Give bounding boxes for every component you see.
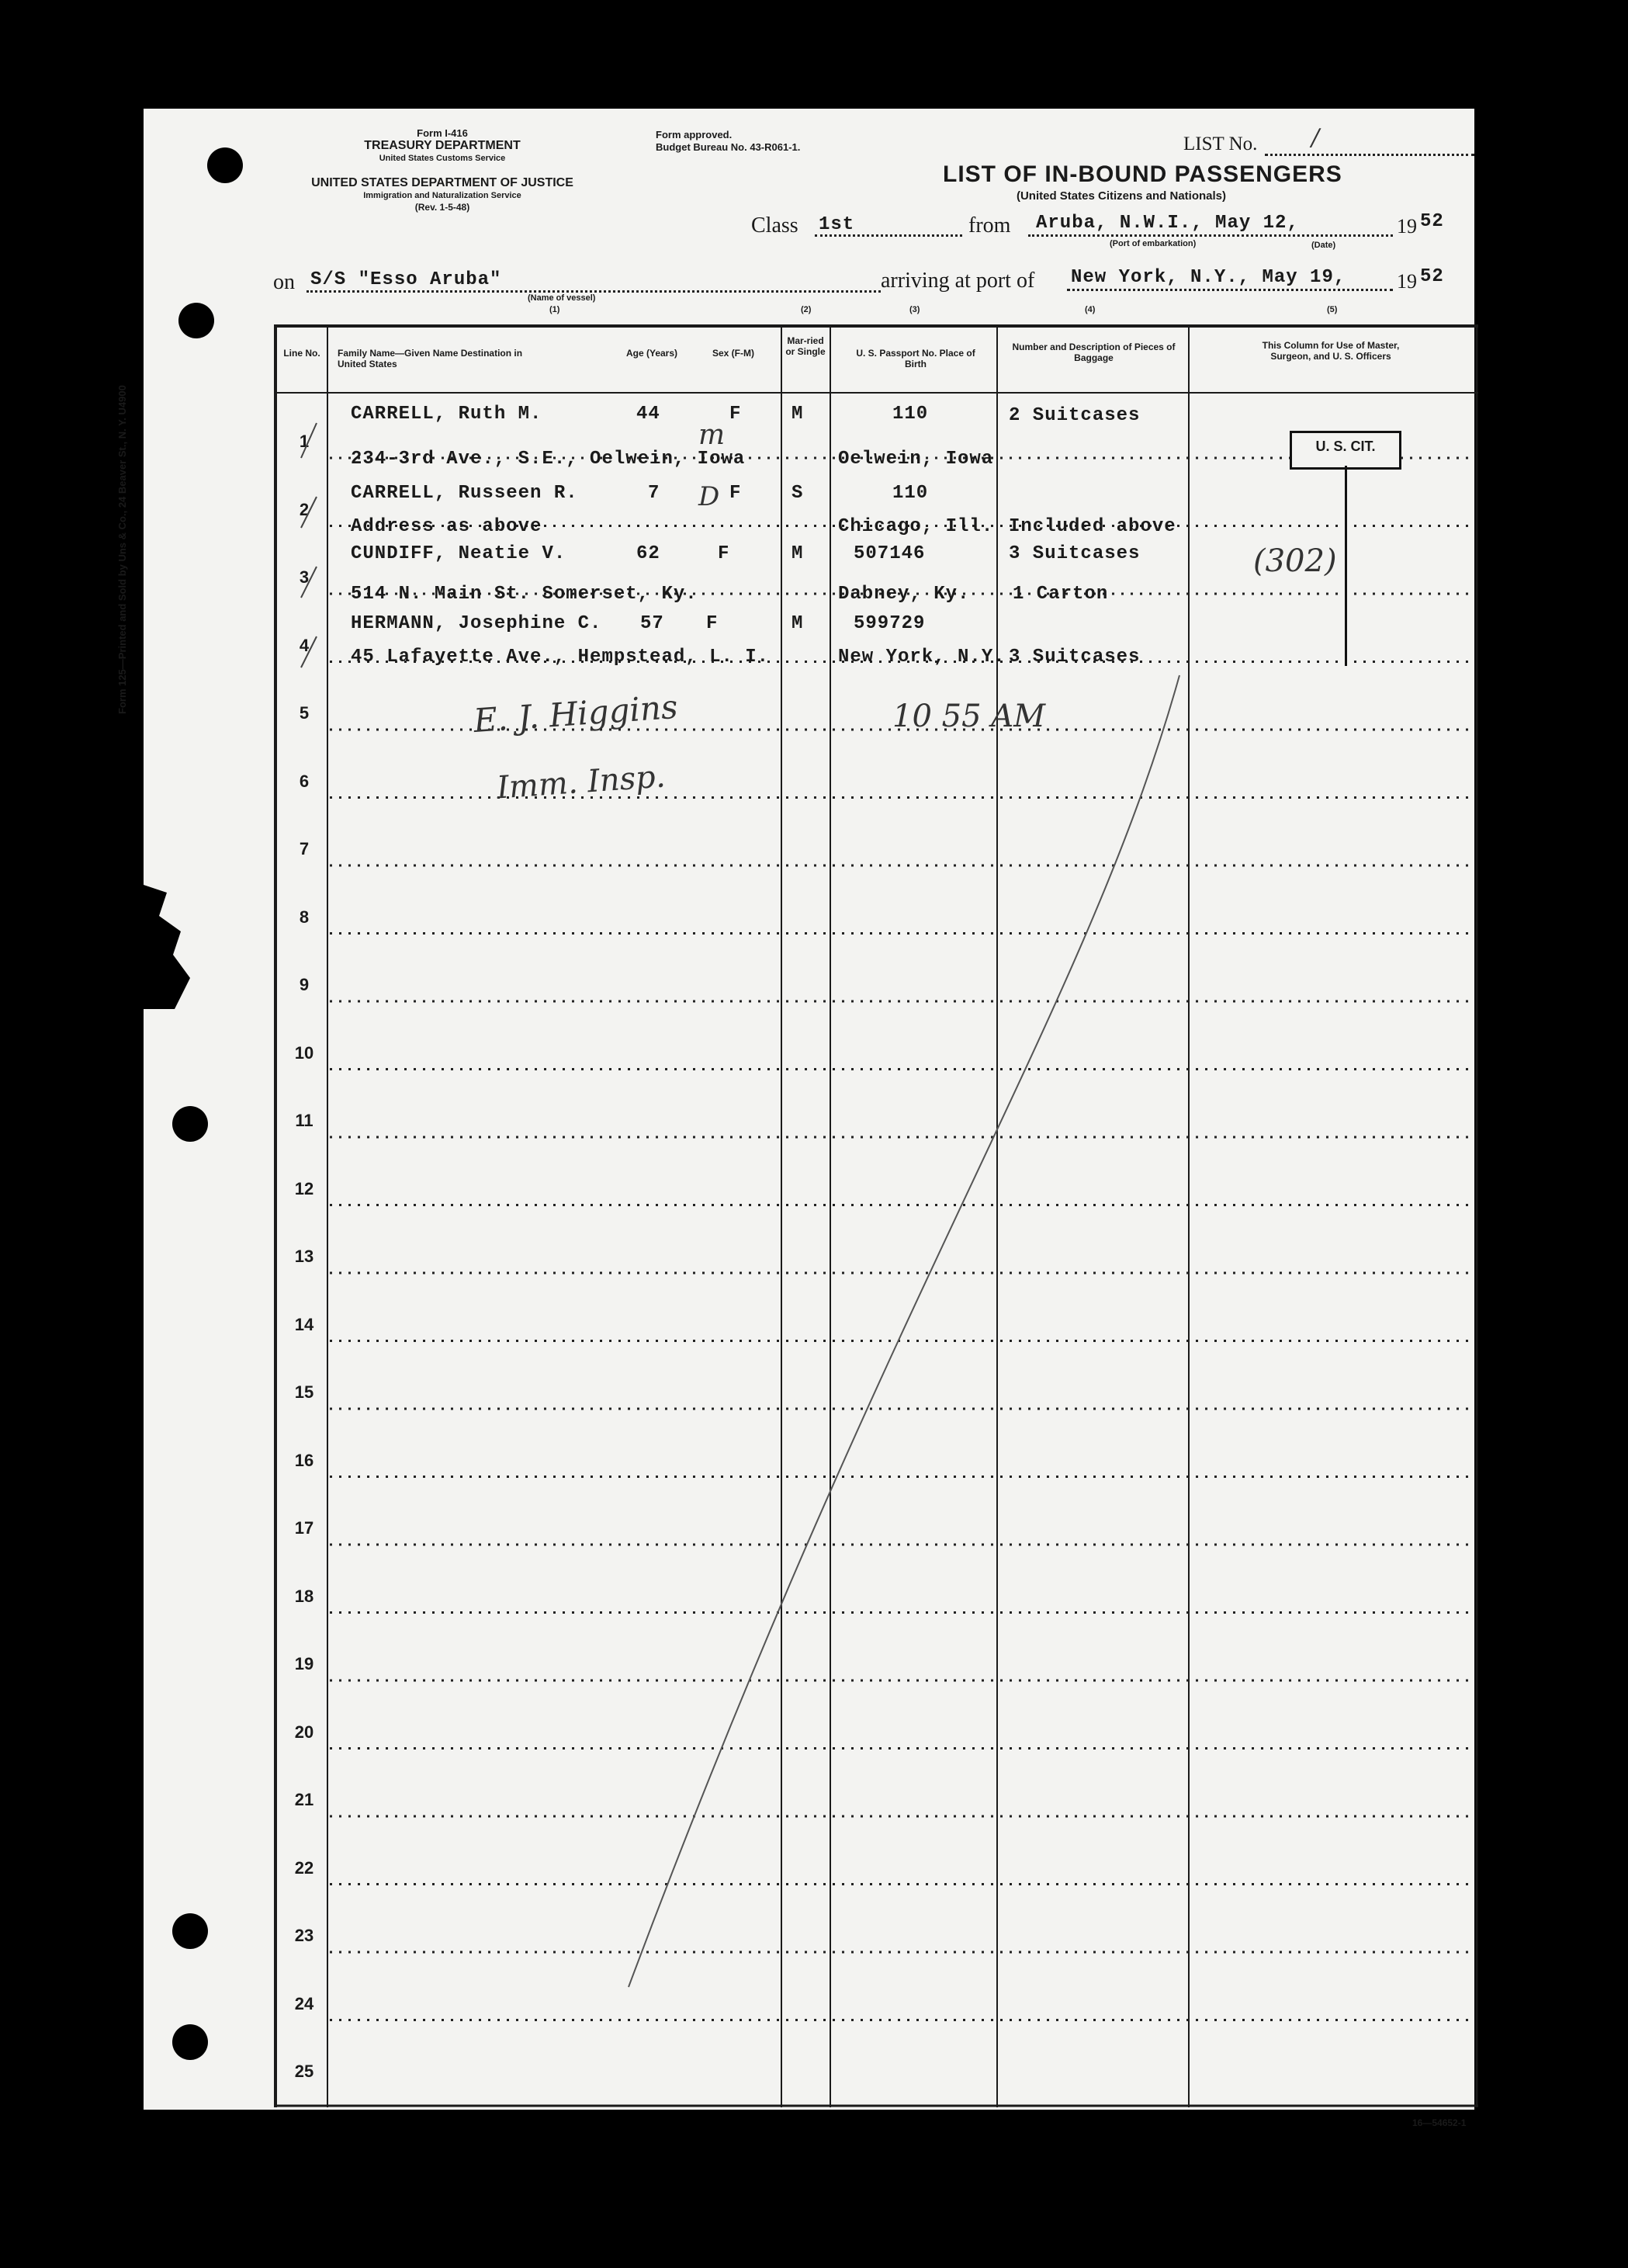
passenger-sex: F xyxy=(718,543,730,564)
row-number: 18 xyxy=(294,1586,314,1606)
list-no-label: LIST No. xyxy=(1183,134,1258,154)
footer-code: 16—54652-1 xyxy=(1412,2117,1467,2128)
port-embark-caption: (Port of embarkation) xyxy=(1110,239,1197,248)
passenger-sex: F xyxy=(706,613,719,634)
baggage: 1 Carton xyxy=(1013,584,1109,605)
baggage: 3 Suitcases xyxy=(1009,647,1141,668)
year-value: 52 xyxy=(1420,266,1444,287)
baggage: 2 Suitcases xyxy=(1009,405,1141,426)
destination-address: Address as above xyxy=(351,516,542,537)
budget-bureau: Budget Bureau No. 43-R061-1. xyxy=(656,141,801,153)
place-of-birth: New York, N.Y. xyxy=(838,647,1006,668)
hand-m-mark: m xyxy=(698,419,726,451)
row-number: 7 xyxy=(299,839,310,858)
passenger-name: HERMANN, Josephine C. xyxy=(351,613,602,634)
destination-address: 45 Lafayette Ave., Hempstead, L. I. xyxy=(351,647,770,668)
row-number: 8 xyxy=(299,907,310,927)
row-number: 22 xyxy=(294,1857,314,1878)
passenger-marital: S xyxy=(791,483,804,504)
justice-dept: UNITED STATES DEPARTMENT OF JUSTICE xyxy=(311,176,573,189)
hand-inspector-title: Imm. Insp. xyxy=(495,758,667,806)
baggage: 3 Suitcases xyxy=(1009,543,1141,564)
page-subtitle: (United States Citizens and Nationals) xyxy=(1016,189,1227,203)
row-number: 14 xyxy=(294,1314,314,1334)
list-no-mark: / xyxy=(1311,124,1320,151)
row-number: 12 xyxy=(294,1178,314,1198)
customs-service: United States Customs Service xyxy=(379,154,506,163)
passenger-age: 57 xyxy=(640,613,664,634)
form-number: Form I-416 xyxy=(417,127,468,139)
passenger-age: 7 xyxy=(648,483,660,504)
class-value: 1st xyxy=(819,214,855,235)
row-number: 19 xyxy=(294,1654,314,1673)
row-number: 23 xyxy=(294,1926,314,1945)
row-number: 11 xyxy=(295,1111,313,1130)
destination-address: 514 N. Main St. Somerset, Ky. xyxy=(351,584,698,605)
row-number: 21 xyxy=(294,1790,314,1809)
row-number: 25 xyxy=(294,2062,314,2081)
header-married: Mar-ried or Single xyxy=(785,335,826,357)
row-number: 6 xyxy=(299,771,310,791)
row-number: 5 xyxy=(299,703,310,723)
baggage: Included above xyxy=(1009,516,1176,537)
row-number: 17 xyxy=(294,1518,314,1538)
header-passport: U. S. Passport No. Place of Birth xyxy=(856,348,975,369)
from-label: from xyxy=(968,213,1011,238)
passenger-name: CARRELL, Russeen R. xyxy=(351,483,578,504)
col-caption-2: (2) xyxy=(801,305,812,314)
row-number: 1 xyxy=(299,432,310,451)
row-number: 13 xyxy=(294,1247,314,1266)
row-number: 4 xyxy=(299,635,310,655)
year-prefix: 19 xyxy=(1397,270,1417,293)
header-name: Family Name—Given Name Destination in United States xyxy=(338,348,523,369)
row-number: 3 xyxy=(299,567,310,587)
hand-d-mark: D xyxy=(698,481,720,512)
col-caption-4: (4) xyxy=(1085,305,1096,314)
date-caption: (Date) xyxy=(1311,241,1336,250)
passenger-age: 44 xyxy=(636,404,660,425)
header-line-no: Line No. xyxy=(283,348,320,359)
passenger-marital: M xyxy=(791,613,804,634)
header-age: Age (Years) xyxy=(625,348,678,359)
place-of-birth: Dabney, Ky. xyxy=(838,584,970,605)
hand-inspector-signature: E. J. Higgins xyxy=(472,687,679,740)
passport-no: 599729 xyxy=(854,613,926,634)
side-print: Form 125—Printed and Sold by Uns & Co., 24 Beaver St., N. Y. U4900 xyxy=(116,385,128,714)
form-approved: Form approved. xyxy=(656,129,733,140)
place-of-birth: Oelwein, Iowa xyxy=(838,449,994,470)
passenger-age: 62 xyxy=(636,543,660,564)
us-cit-stamp-text: U. S. CIT. xyxy=(1315,439,1376,454)
passenger-marital: M xyxy=(791,404,804,425)
passenger-name: CUNDIFF, Neatie V. xyxy=(351,543,566,564)
passport-no: 507146 xyxy=(854,543,926,564)
arriving-label: arriving at port of xyxy=(881,269,1035,293)
place-of-birth: Chicago, Ill. xyxy=(838,516,994,537)
passport-no: 110 xyxy=(892,483,929,504)
arrival-value: New York, N.Y., May 19, xyxy=(1071,267,1346,288)
row-number: 24 xyxy=(294,1993,314,2013)
row-number: 20 xyxy=(294,1722,314,1742)
col-caption-1: (1) xyxy=(549,305,560,314)
passenger-marital: M xyxy=(791,543,804,564)
col-caption-3: (3) xyxy=(909,305,920,314)
passport-no: 110 xyxy=(892,404,929,425)
header-sex: Sex (F-M) xyxy=(712,348,754,359)
year-prefix: 19 xyxy=(1397,215,1417,238)
col-caption-5: (5) xyxy=(1327,305,1338,314)
page-title: LIST OF IN-BOUND PASSENGERS xyxy=(943,161,1342,187)
header-baggage: Number and Description of Pieces of Baggage xyxy=(1012,342,1176,363)
row-number: 9 xyxy=(299,975,310,994)
passenger-sex: F xyxy=(729,483,742,504)
destination-address: 234-3rd Ave., S.E., Oelwein, Iowa xyxy=(351,449,746,470)
class-label: Class xyxy=(751,213,798,238)
treasury-dept: TREASURY DEPARTMENT xyxy=(364,139,521,152)
vessel-caption: (Name of vessel) xyxy=(528,293,596,303)
row-number: 2 xyxy=(299,499,310,519)
passenger-name: CARRELL, Ruth M. xyxy=(351,404,542,425)
hand-time: 10 55 AM xyxy=(892,699,1046,734)
ins-service: Immigration and Naturalization Service xyxy=(363,191,521,200)
row-number: 15 xyxy=(294,1382,314,1402)
on-label: on xyxy=(273,270,295,294)
header-officers: This Column for Use of Master, Surgeon, and U. S. Officers xyxy=(1262,340,1400,362)
row-number: 16 xyxy=(294,1450,314,1470)
year-value: 52 xyxy=(1420,211,1444,232)
hand-302: (302) xyxy=(1253,543,1337,579)
vessel-value: S/S "Esso Aruba" xyxy=(310,269,502,290)
passenger-sex: F xyxy=(729,404,742,425)
from-value: Aruba, N.W.I., May 12, xyxy=(1036,213,1299,234)
row-number: 10 xyxy=(294,1042,314,1063)
revision: (Rev. 1-5-48) xyxy=(414,202,470,213)
